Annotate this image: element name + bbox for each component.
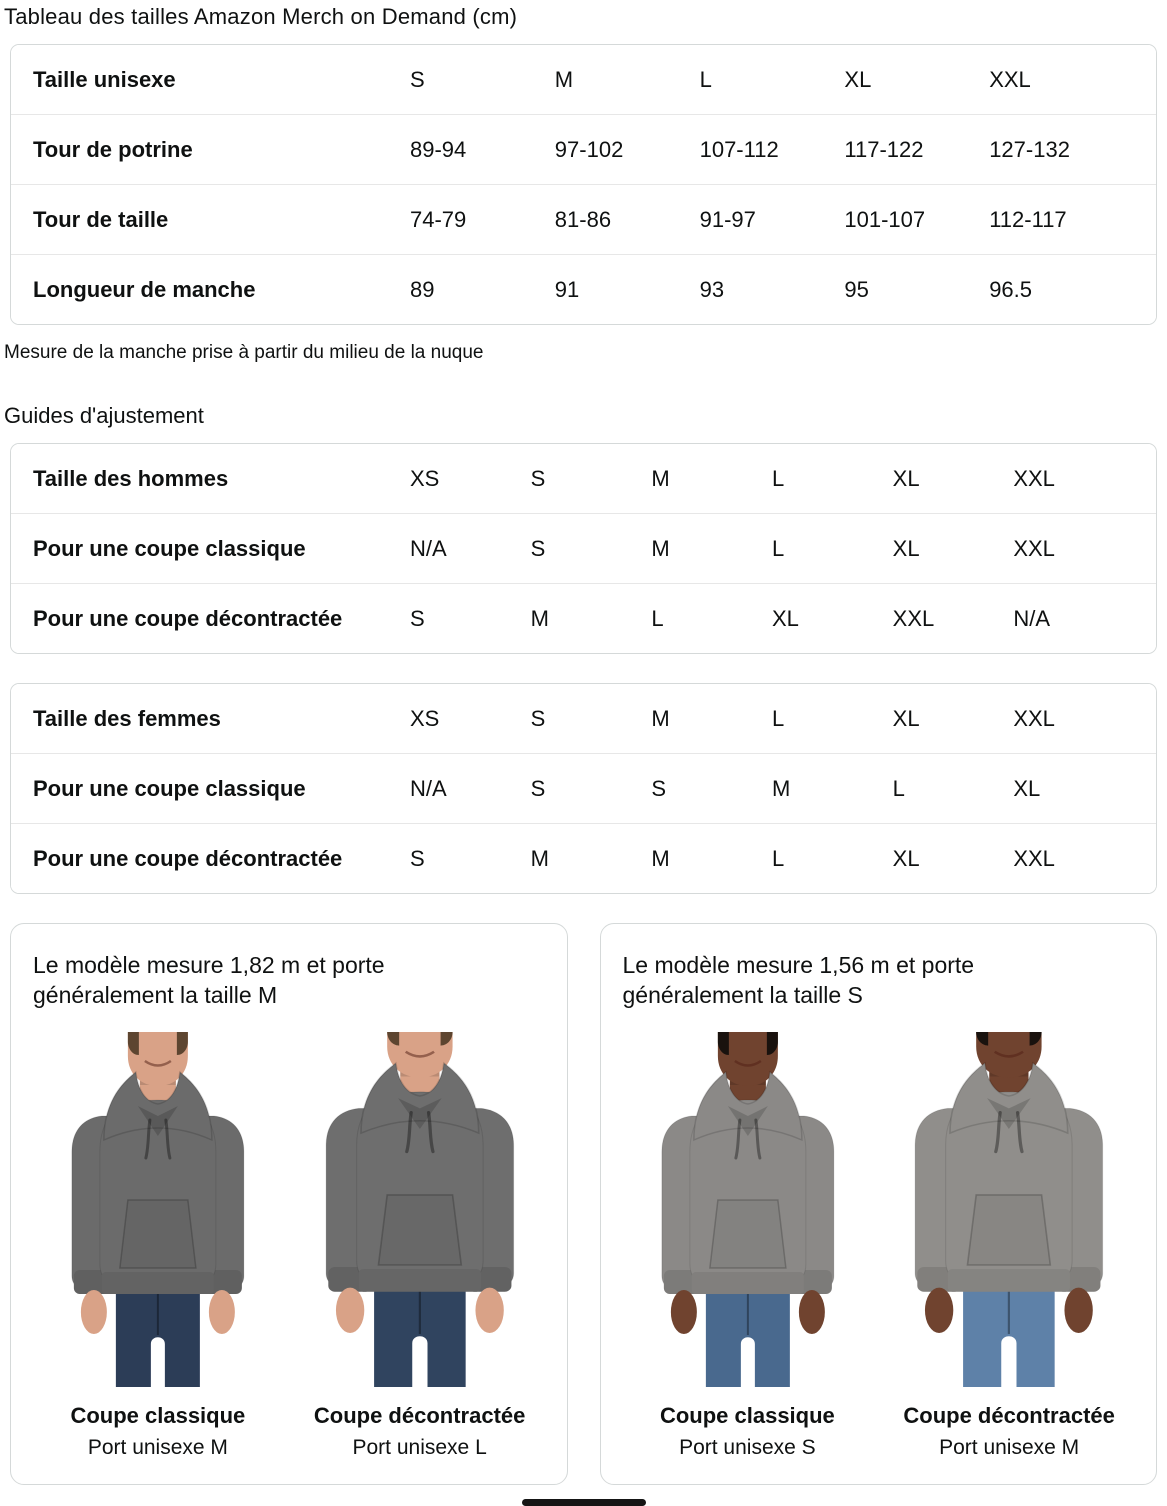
cell-value: XXL xyxy=(1013,705,1055,731)
cell-value: 89-94 xyxy=(410,136,467,162)
cell-value: 101-107 xyxy=(844,206,926,232)
model-photo-relaxed xyxy=(884,1032,1134,1460)
cell-value: 95 xyxy=(844,276,869,302)
cell-value: S xyxy=(410,66,425,92)
cell-value: 117-122 xyxy=(844,136,924,162)
cell-value: XL xyxy=(771,605,799,631)
cell-value: S xyxy=(410,845,425,871)
cell-value: 74-79 xyxy=(410,206,467,232)
table-row xyxy=(11,753,1156,823)
row-label: Pour une coupe classique xyxy=(33,535,306,561)
card-title xyxy=(33,950,545,1010)
caption-size-label: Port unisexe S xyxy=(679,1436,816,1459)
cell-value: XL xyxy=(844,66,872,92)
row-label: Tour de potrine xyxy=(33,136,193,162)
model-caption xyxy=(314,1387,526,1460)
cell-value: XXL xyxy=(1013,465,1055,491)
row-label: Taille des hommes xyxy=(33,465,229,491)
fit-card-women xyxy=(600,923,1158,1485)
men-fit-table xyxy=(10,443,1157,654)
table-row xyxy=(11,513,1156,583)
cell-value: L xyxy=(771,465,785,491)
cell-value: S xyxy=(530,465,546,491)
fit-guides-heading: Guides d'ajustement xyxy=(4,403,204,428)
model-photo-classic xyxy=(623,1032,873,1460)
cell-value: XL xyxy=(892,535,920,561)
card-title xyxy=(623,950,1135,1010)
row-label: Longueur de manche xyxy=(33,276,256,302)
cell-value: XXL xyxy=(989,66,1031,92)
fit-card-men xyxy=(10,923,568,1485)
caption-fit-label: Coupe décontractée xyxy=(313,1403,526,1428)
card-title-line1: Le modèle mesure 1,56 m et porte xyxy=(622,952,975,978)
model-photos xyxy=(623,1032,1135,1460)
cell-value: L xyxy=(771,705,785,731)
cell-value: XL xyxy=(892,705,920,731)
row-label: Taille des femmes xyxy=(33,705,221,731)
table-row xyxy=(11,684,1156,753)
page-title: Tableau des tailles Amazon Merch on Demand (cm) xyxy=(4,4,518,29)
model-caption xyxy=(903,1387,1115,1460)
cell-value: 81-86 xyxy=(554,206,612,232)
cell-value: 112-117 xyxy=(989,206,1067,232)
cell-value: 89 xyxy=(410,276,435,302)
table-row xyxy=(11,45,1156,114)
model-photos xyxy=(33,1032,545,1460)
table-row xyxy=(11,114,1156,184)
caption-fit-label: Coupe décontractée xyxy=(903,1403,1115,1428)
cell-value: N/A xyxy=(1013,605,1051,631)
cell-value: M xyxy=(651,465,670,491)
row-label: Pour une coupe décontractée xyxy=(33,845,343,871)
hoodie-model-illustration xyxy=(884,1032,1134,1387)
cell-value: XS xyxy=(410,465,440,491)
caption-size-label: Port unisexe L xyxy=(352,1436,487,1459)
size-chart-page xyxy=(0,4,1167,1485)
row-label: Pour une coupe classique xyxy=(33,775,306,801)
cell-value: M xyxy=(771,775,791,801)
unisex-size-table xyxy=(10,44,1157,325)
cell-value: M xyxy=(651,535,670,561)
cell-value: 96.5 xyxy=(989,276,1033,302)
model-caption xyxy=(660,1387,835,1460)
caption-fit-label: Coupe classique xyxy=(70,1403,246,1428)
table-row xyxy=(11,444,1156,513)
hoodie-model-illustration xyxy=(33,1032,283,1387)
row-label: Pour une coupe décontractée xyxy=(33,605,343,631)
row-label: Taille unisexe xyxy=(33,66,176,92)
cell-value: M xyxy=(651,705,670,731)
cell-value: M xyxy=(651,845,670,871)
model-fit-cards xyxy=(10,923,1157,1485)
cell-value: L xyxy=(699,66,712,92)
table-row xyxy=(11,184,1156,254)
cell-value: XS xyxy=(410,705,440,731)
cell-value: L xyxy=(892,775,905,801)
cell-value: S xyxy=(530,705,546,731)
cell-value: N/A xyxy=(410,775,447,801)
cell-value: L xyxy=(771,845,785,871)
caption-fit-label: Coupe classique xyxy=(659,1403,835,1428)
table-row xyxy=(11,583,1156,653)
cell-value: L xyxy=(651,605,664,631)
cell-value: M xyxy=(530,845,549,871)
card-title-line2: généralement la taille S xyxy=(622,982,863,1008)
model-photo-classic xyxy=(33,1032,283,1460)
cell-value: 93 xyxy=(699,276,725,302)
card-title-line1: Le modèle mesure 1,82 m et porte xyxy=(33,952,385,978)
cell-value: 91 xyxy=(554,276,580,302)
sleeve-measure-note: Mesure de la manche prise à partir du milieu de la nuque xyxy=(4,342,484,363)
caption-size-label: Port unisexe M xyxy=(87,1436,228,1459)
model-photo-relaxed xyxy=(295,1032,545,1460)
model-caption xyxy=(70,1387,245,1460)
cell-value: M xyxy=(554,66,574,92)
cell-value: 91-97 xyxy=(699,206,756,232)
cell-value: 107-112 xyxy=(699,136,779,162)
women-fit-table xyxy=(10,683,1157,894)
cell-value: XXL xyxy=(892,605,935,631)
cell-value: S xyxy=(651,775,667,801)
hoodie-model-illustration xyxy=(623,1032,873,1387)
row-label: Tour de taille xyxy=(33,206,169,232)
table-row xyxy=(11,823,1156,893)
cell-value: XXL xyxy=(1013,535,1055,561)
hoodie-model-illustration xyxy=(295,1032,545,1387)
card-title-line2: généralement la taille M xyxy=(33,982,278,1008)
home-indicator xyxy=(522,1499,646,1506)
cell-value: 127-132 xyxy=(989,136,1070,162)
cell-value: N/A xyxy=(410,535,447,561)
cell-value: S xyxy=(530,775,546,801)
cell-value: 97-102 xyxy=(554,136,624,162)
caption-size-label: Port unisexe M xyxy=(939,1436,1080,1459)
cell-value: XL xyxy=(892,465,920,491)
cell-value: M xyxy=(530,605,549,631)
cell-value: XXL xyxy=(1013,845,1055,871)
cell-value: XL xyxy=(1013,775,1041,801)
cell-value: L xyxy=(771,535,785,561)
cell-value: S xyxy=(410,605,425,631)
table-row xyxy=(11,254,1156,324)
cell-value: S xyxy=(530,535,546,561)
cell-value: XL xyxy=(892,845,920,871)
